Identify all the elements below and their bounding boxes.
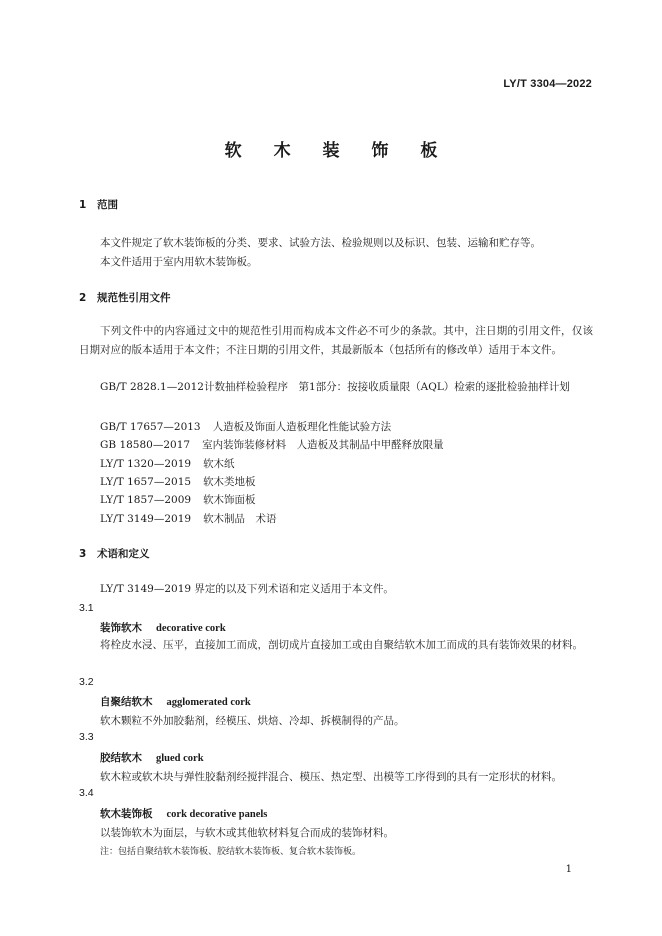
terms-intro: LY/T 3149—2019 界定的以及下列术语和定义适用于本文件。 [100, 583, 394, 595]
reference-code: LY/T 1857—2009 [100, 494, 192, 506]
reference-item [100, 474, 256, 489]
reference-title: 软木饰面板 [203, 494, 256, 506]
definition-text: 将栓皮水浸、压平，直接加工而成，剖切成片直接加工或由自聚结软木加工而成的具有装饰效果的材料。 [100, 639, 583, 651]
term-number: 3.3 [79, 731, 94, 743]
reference-item [100, 437, 444, 452]
reference-item [100, 492, 256, 507]
reference-code: GB/T 2828.1—2012 [100, 381, 204, 393]
reference-code: GB/T 17657—2013 [100, 421, 201, 433]
term-en: agglomerated cork [166, 697, 251, 708]
reference-title: 计数抽样检验程序 第1部分：按接收质量限（AQL）检索的逐批检验抽样计划 [203, 381, 570, 393]
scope-paragraph-2: 本文件适用于室内用软木装饰板。 [100, 256, 258, 268]
paragraph-text: 下列文件中的内容通过文中的规范性引用而构成本文件必不可少的条款。其中，注日期的引用文件，仅该日期对应的版本适用于本文件；不注日期的引用文件，其最新版本（包括所有的修改单）适用于本文件。 [79, 325, 593, 356]
term-heading [100, 806, 267, 821]
term-zh: 装饰软木 [100, 622, 142, 634]
document-title: 软 木 装 饰 板 [224, 141, 451, 161]
term-en: cork decorative panels [166, 809, 268, 820]
term-number: 3.2 [79, 676, 94, 688]
section-title: 术语和定义 [97, 548, 150, 560]
term-note: 注：包括自聚结软木装饰板、胶结软木装饰板、复合软木装饰板。 [100, 847, 362, 857]
section-number: 1 [79, 199, 87, 211]
normative-intro-paragraph [79, 322, 593, 359]
page-number: 1 [565, 864, 572, 875]
term-zh: 胶结软木 [100, 752, 142, 764]
section-number: 3 [79, 548, 87, 560]
term-definition: 软木颗粒不外加胶黏剂，经模压、烘焙、冷却、拆模制得的产品。 [100, 715, 405, 727]
term-heading [100, 750, 204, 765]
section-2-heading [79, 290, 171, 305]
term-definition: 软木粒或软木块与弹性胶黏剂经搅拌混合、模压、热定型、出模等工序得到的具有一定形状的材料。 [100, 771, 562, 783]
reference-title: 室内装饰装修材料 人造板及其制品中甲醛释放限量 [202, 439, 444, 451]
term-definition [79, 636, 593, 655]
section-3-heading [79, 546, 150, 561]
reference-title: 人造板及饰面人造板理化性能试验方法 [212, 421, 392, 433]
reference-title: 软木纸 [203, 458, 235, 470]
reference-item [100, 456, 235, 471]
term-number: 3.4 [79, 787, 94, 799]
term-heading [100, 620, 226, 635]
section-title: 规范性引用文件 [97, 292, 171, 304]
reference-code: GB 18580—2017 [100, 439, 191, 451]
scope-paragraph-1: 本文件规定了软木装饰板的分类、要求、试验方法、检验规则以及标识、包装、运输和贮存等。 [100, 237, 541, 249]
section-title: 范围 [97, 199, 118, 211]
reference-item [100, 511, 277, 526]
term-en: decorative cork [156, 623, 226, 634]
reference-title: 软木制品 术语 [203, 513, 277, 525]
term-zh: 自聚结软木 [100, 696, 153, 708]
section-number: 2 [79, 292, 87, 304]
reference-code: LY/T 1320—2019 [100, 458, 192, 470]
standard-code: LY/T 3304—2022 [503, 78, 592, 90]
reference-item [79, 378, 593, 397]
reference-item [100, 419, 391, 434]
term-number: 3.1 [79, 602, 94, 614]
term-heading [100, 694, 251, 709]
term-en: glued cork [156, 753, 204, 764]
reference-title: 软木类地板 [203, 476, 256, 488]
reference-code: LY/T 3149—2019 [100, 513, 192, 525]
term-definition: 以装饰软木为面层，与软木或其他软材料复合而成的装饰材料。 [100, 827, 394, 839]
section-1-heading [79, 197, 118, 212]
reference-code: LY/T 1657—2015 [100, 476, 192, 488]
term-zh: 软木装饰板 [100, 808, 153, 820]
